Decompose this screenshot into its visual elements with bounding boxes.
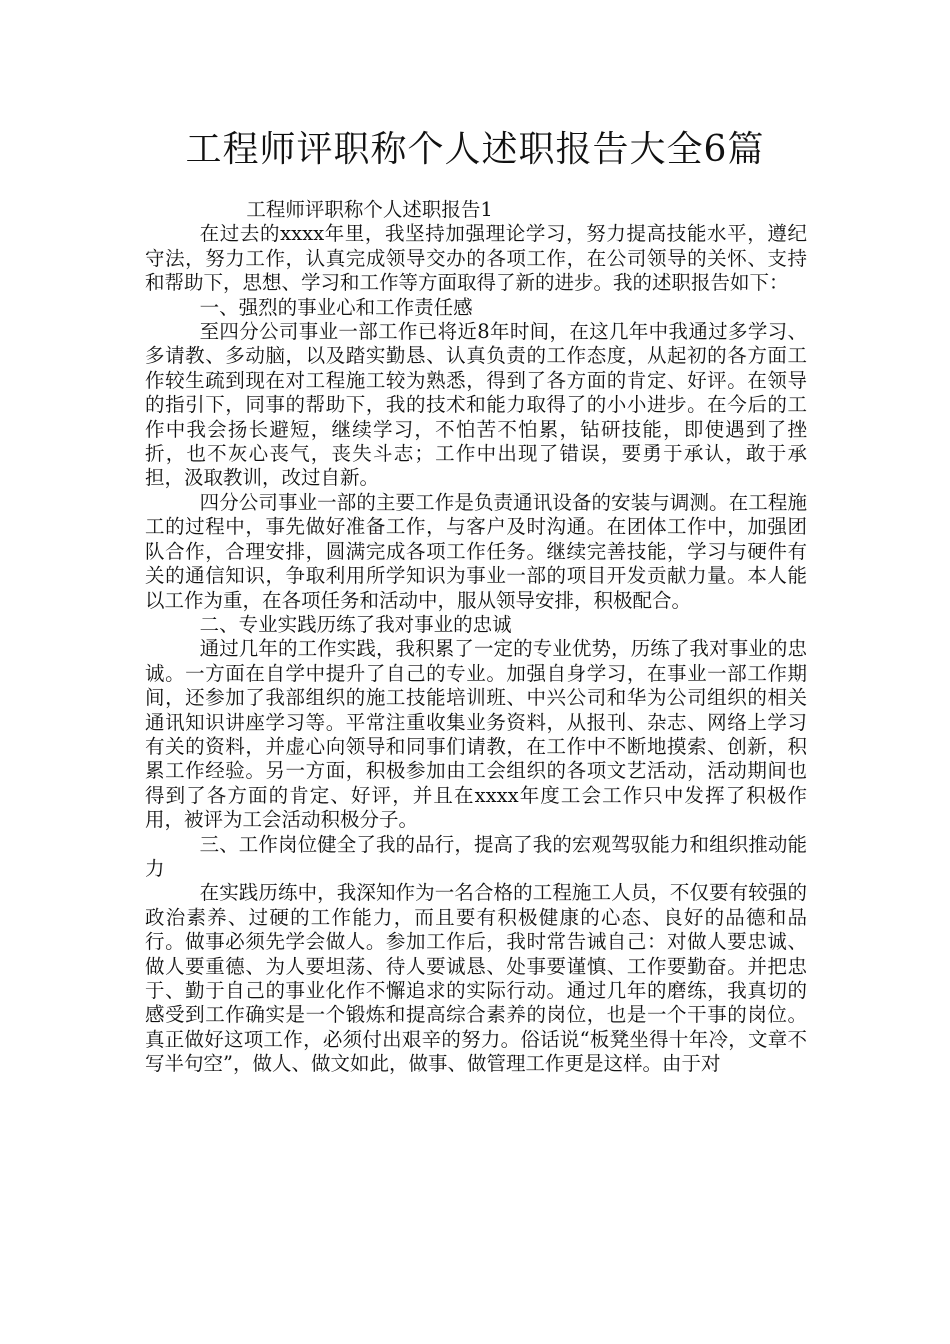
section-heading: 二、专业实践历练了我对事业的忠诚 [199,612,512,636]
body-paragraph: 至四分公司事业一部工作已将近8年时间，在这几年中我通过多学习、多请教、多动脑，以及踏实勤恳、认真负责的工作态度，从起初的各方面工作较生疏到现在对工程施工较为熟悉，得到了各方面的肯定、好评。在领导的指引下，同事的帮助下，我的技术和能力取得了的小小进步。在今后的工作中我会扬长避短，继续学习，不怕苦不怕累，钻研技能，即使遇到了挫折，也不灰心丧气，丧失斗志；工作中出现了错误，要勇于承认，敢于承担，汲取教训，改过自新。 [145,320,807,490]
section-heading: 三、工作岗位健全了我的品行，提高了我的宏观驾驭能力和组织推动能力 [145,832,807,880]
document-body [145,198,807,1077]
body-paragraph: 在过去的xxxx年里，我坚持加强理论学习，努力提高技能水平，遵纪守法，努力工作，认真完成领导交办的各项工作，在公司领导的关怀、支持和帮助下，思想、学习和工作等方面取得了新的进步。我的述职报告如下： [145,222,807,295]
body-paragraph: 四分公司事业一部的主要工作是负责通讯设备的安装与调测。在工程施工的过程中，事先做好准备工作，与客户及时沟通。在团体工作中，加强团队合作，合理安排，圆满完成各项工作任务。继续完善技能，学习与硬件有关的通信知识，争取利用所学知识为事业一部的项目开发贡献力量。本人能以工作为重，在各项任务和活动中，服从领导安排，积极配合。 [145,490,807,612]
section-heading: 一、强烈的事业心和工作责任感 [199,295,473,319]
section-subtitle: 工程师评职称个人述职报告1 [246,198,493,221]
document-title: 工程师评职称个人述职报告大全6篇 [185,129,765,170]
body-paragraph: 通过几年的工作实践，我积累了一定的专业优势，历练了我对事业的忠诚。一方面在自学中提升了自己的专业。加强自身学习，在事业一部工作期间，还参加了我部组织的施工技能培训班、中兴公司和华为公司组织的相关通讯知识讲座学习等。平常注重收集业务资料，从报刊、杂志、网络上学习有关的资料，并虚心向领导和同事们请教，在工作中不断地摸索、创新，积累工作经验。另一方面，积极参加由工会组织的各项文艺活动，活动期间也得到了各方面的肯定、好评，并且在xxxx年度工会工作只中发挥了积极作用，被评为工会活动积极分子。 [145,637,807,832]
body-paragraph: 在实践历练中，我深知作为一名合格的工程施工人员，不仅要有较强的政治素养、过硬的工作能力，而且要有积极健康的心态、良好的品德和品行。做事必须先学会做人。参加工作后，我时常告诫自己：对做人要忠诚、做人要重德、为人要坦荡、待人要诚恳、处事要谨慎、工作要勤奋。并把忠于、勤于自己的事业化作不懈追求的实际行动。通过几年的磨练，我真切的感受到工作确实是一个锻炼和提高综合素养的岗位，也是一个干事的岗位。真正做好这项工作，必须付出艰辛的努力。俗话说“板凳坐得十年冷，文章不写半句空”，做人、做文如此，做事、做管理工作更是这样。由于对 [145,881,807,1076]
